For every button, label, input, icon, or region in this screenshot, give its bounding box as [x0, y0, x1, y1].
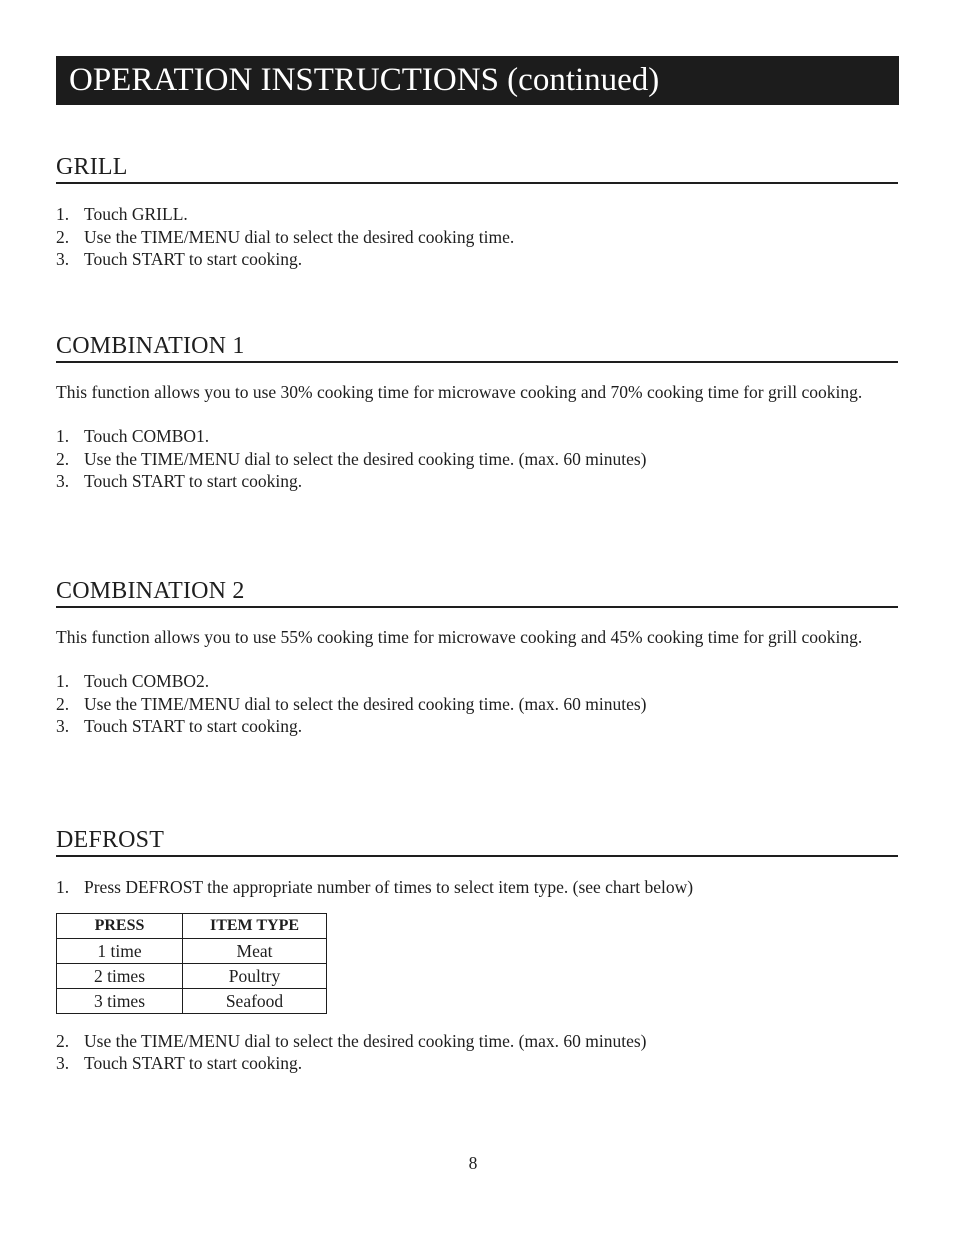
section-heading-combination-1: COMBINATION 1	[56, 331, 898, 363]
step-number: 3.	[56, 471, 70, 491]
section-heading-grill: GRILL	[56, 152, 898, 184]
table-cell-item-type: Poultry	[183, 963, 327, 988]
step-text: Use the TIME/MENU dial to select the desired cooking time.	[84, 226, 515, 247]
step-text: Press DEFROST the appropriate number of times to select item type. (see chart below)	[84, 877, 694, 897]
list-item	[56, 425, 898, 448]
table-cell-press: 1 time	[57, 938, 183, 963]
section-defrost	[56, 825, 898, 1075]
step-number: 2.	[56, 226, 70, 247]
table-header-row	[57, 913, 327, 938]
step-text: Use the TIME/MENU dial to select the desired cooking time. (max. 60 minutes)	[84, 1030, 647, 1051]
combination-1-steps-list	[56, 425, 898, 493]
table-header-press: PRESS	[57, 913, 183, 938]
step-number: 2.	[56, 693, 70, 714]
list-item	[56, 226, 898, 249]
step-text: Touch START to start cooking.	[84, 249, 303, 269]
list-item	[56, 203, 898, 226]
step-text: Use the TIME/MENU dial to select the desired cooking time. (max. 60 minutes)	[84, 448, 647, 469]
defrost-steps-list-before	[56, 876, 898, 899]
step-number: 1.	[56, 671, 70, 691]
list-item	[56, 670, 898, 693]
table-row	[57, 963, 327, 988]
list-item	[56, 1030, 898, 1053]
list-item	[56, 248, 898, 271]
table-cell-press: 2 times	[57, 963, 183, 988]
page-header-bar	[56, 56, 899, 105]
list-item	[56, 693, 898, 716]
defrost-steps-list-after	[56, 1030, 898, 1075]
combination-2-steps-list	[56, 670, 898, 738]
step-number: 1.	[56, 877, 70, 897]
page-number: 8	[468, 1153, 478, 1173]
step-text: Use the TIME/MENU dial to select the desired cooking time. (max. 60 minutes)	[84, 693, 647, 714]
section-grill	[56, 152, 898, 271]
step-number: 3.	[56, 716, 70, 736]
step-number: 3.	[56, 249, 70, 269]
step-text: Touch START to start cooking.	[84, 471, 303, 491]
table-row	[57, 938, 327, 963]
step-number: 1.	[56, 204, 70, 224]
step-number: 2.	[56, 448, 70, 469]
step-text: Touch COMBO2.	[84, 671, 210, 691]
table-cell-press: 3 times	[57, 988, 183, 1013]
step-text: Touch GRILL.	[84, 204, 188, 224]
table-row	[57, 988, 327, 1013]
table-cell-item-type: Meat	[183, 938, 327, 963]
section-heading-defrost: DEFROST	[56, 825, 898, 857]
grill-steps-list	[56, 203, 898, 271]
step-text: Touch START to start cooking.	[84, 1053, 303, 1073]
table-header-item-type: ITEM TYPE	[183, 913, 327, 938]
combination-1-description: This function allows you to use 30% cooking time for microwave cooking and 70% cooking time for grill cooking.	[56, 382, 863, 402]
table-cell-item-type: Seafood	[183, 988, 327, 1013]
list-item	[56, 448, 898, 471]
step-text: Touch START to start cooking.	[84, 716, 303, 736]
section-heading-combination-2: COMBINATION 2	[56, 576, 898, 608]
list-item	[56, 1052, 898, 1075]
defrost-chart-table	[56, 913, 327, 1014]
list-item	[56, 876, 898, 899]
step-number: 3.	[56, 1053, 70, 1073]
list-item	[56, 715, 898, 738]
step-number: 2.	[56, 1030, 70, 1051]
step-number: 1.	[56, 426, 70, 446]
section-combination-1	[56, 331, 898, 493]
section-combination-2	[56, 576, 898, 738]
list-item	[56, 470, 898, 493]
step-text: Touch COMBO1.	[84, 426, 210, 446]
page-title: OPERATION INSTRUCTIONS (continued)	[69, 62, 660, 98]
combination-2-description: This function allows you to use 55% cooking time for microwave cooking and 45% cooking time for grill cooking.	[56, 627, 863, 647]
